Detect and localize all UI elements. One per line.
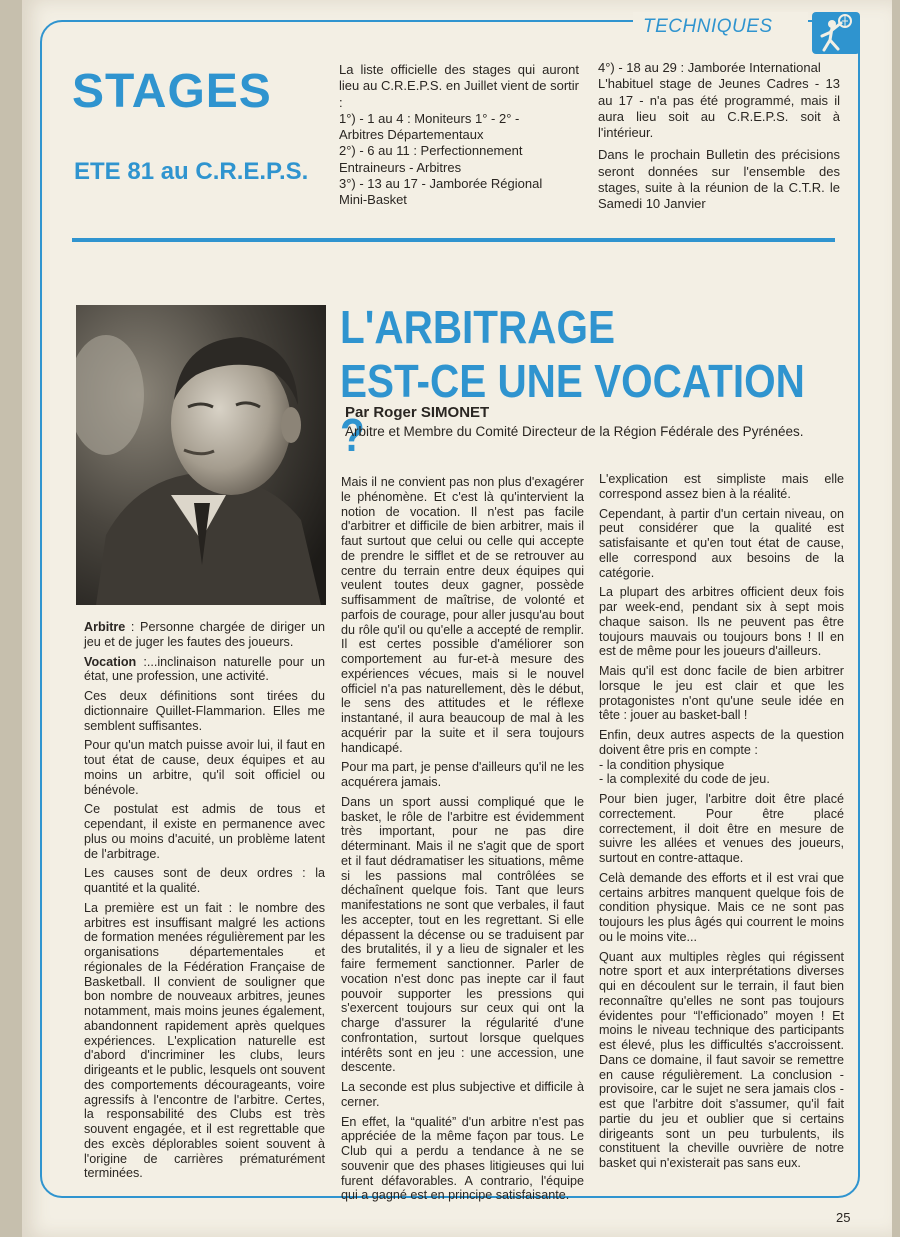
section-label: TECHNIQUES [633, 12, 808, 42]
headline-line-1: L'ARBITRAGE [340, 301, 615, 353]
author-role: Arbitre et Membre du Comité Directeur de la Région Fédérale des Pyrénées. [345, 424, 804, 439]
bullet-item: - la complexité du code de jeu. [599, 772, 770, 787]
paragraph: L'explication est simpliste mais elle correspond assez bien à la réalité. [599, 472, 844, 501]
stage-line: 2°) - 6 au 11 : Perfectionnement [339, 143, 523, 159]
definition-text: :...inclinaison naturelle pour un état, une profession, une activité. [84, 654, 325, 684]
paragraph: Celà demande des efforts et il est vrai que certains arbitres manquent quelque fois de condition physique. Mais ce ne sont pas toujours les plus âgés qui courrent le moins ou le moins vite... [599, 870, 844, 944]
stage-line: 3°) - 13 au 17 - Jamborée Régional [339, 176, 543, 192]
stages-subtitle: ETE 81 au C.R.E.P.S. [74, 158, 309, 185]
paragraph: Pour ma part, je pense d'ailleurs qu'il ne les acquérera jamais. [341, 760, 584, 789]
stage-line: Arbitres Départementaux [339, 127, 484, 143]
paragraph: La plupart des arbitres officient deux fois par week-end, pendant six à sept mois chaque saison. Ils ne peuvent pas être toujours mauvais ou toujours bons ! Il en est de même pour les joueurs d'ailleurs. [599, 585, 844, 659]
paragraph: La seconde est plus subjective et difficile à cerner. [341, 1080, 584, 1109]
paragraph: Mais il ne convient pas non plus d'exagérer le phénomène. Et c'est là qu'intervient la notion de vocation. Il n'est pas facile d'arbitrer et difficile de bien arbitrer, mais il faut surtout que celui ou celle qui accepte de prendre le sifflet et de se retrouver au centre du terrain entre deux équipes qui veulent toutes deux gagner, possède suffisamment de maîtrise, de volonté et parfois de courage, pour aller jusqu'au bout du rôle qu'il ou qu'elle a accepté de remplir. Il est certes possible d'améliorer son comportement au fur-et-à mesure des expériences vécues, mais si le nouvel officiel n'a pas naturellement, dès le début, le sens des attitudes et le réflexe instantané, il aura beaucoup de mal à les acquérir par la suite et il sera toujours handicapé. [341, 475, 584, 755]
headline-line-2: EST-CE UNE VOCATION ? [340, 355, 805, 461]
definition-arbitre [84, 620, 325, 650]
paragraph: Pour qu'un match puisse avoir lui, il faut en tout état de cause, deux équipes et au moins un arbitre, qu'il soit officiel ou bénévole. [84, 738, 325, 797]
paragraph: En effet, la “qualité” d'un arbitre n'est pas appréciée de la même façon par tous. Le Club qui a perdu a tendance à ne se souvenir que des phases litigieuses qui lui furent défavorables. A contrario, l'équipe qui a gagné est en principe satisfaisante. [341, 1114, 584, 1203]
paragraph: La première est un fait : le nombre des arbitres est insuffisant malgré les actions de formation menées régulièrement par les organisations départementales et régionales de la Fédération Française de Basketball. Il convient de souligner que bon nombre de nouveaux arbitres, jeunes notamment, mais moins jeunes également, abandonnent rapidement après quelques expériences. L'explication naturelle est d'abord d'incriminer les clubs, leurs dirigeants et le public, lesquels ont souvent des comportements décourageants, voire agressifs à l'encontre de l'arbitre. Certes, la responsabilité des Clubs est très souvent engagée, et il est regrettable que des excès déplorables soient souvent à l'origine de carrières prématurément terminées. [84, 900, 325, 1181]
term: Arbitre [84, 620, 126, 634]
stages-title: STAGES [72, 65, 272, 118]
term: Vocation [84, 654, 137, 669]
paragraph: Mais qu'il est donc facile de bien arbitrer lorsque le jeu est clair et que les protagonistes n'ont qu'une seule idée en tête : jouer au basket-ball ! [599, 664, 844, 723]
basketball-player-icon [812, 12, 860, 54]
paragraph: Quant aux multiples règles qui régissent notre sport et aux interprétations diverses qui en découlent sur le terrain, il faut bien reconnaître qu'elles ne sont pas toujours évidentes pour “l'efficionado” moyen ! Et moins le niveau technique des participants est élevé, plus les difficultés s'accroissent. Dans ce domaine, il faut savoir se remettre en cause régulièrement. La conclusion - provisoire, car le sujet ne sera jamais clos -est que l'arbitre doit s'assumer, qu'il fait partie du jeu et oublier que si certains dirigeants sont un peu turbulents, ils constituent la cheville ouvrière de notre basket qui n'existerait pas sans eux. [599, 949, 844, 1170]
stage-line: Entraineurs - Arbitres [339, 159, 462, 175]
stages-column-1 [339, 62, 579, 209]
page-number: 25 [836, 1210, 851, 1225]
definition-vocation [84, 655, 325, 685]
bullet-item: - la condition physique [599, 757, 725, 772]
article-column-1 [84, 620, 325, 1186]
paragraph: Dans un sport aussi compliqué que le basket, le rôle de l'arbitre est évidemment très important, pour ne pas dire déterminant. Mais il ne s'agit que de sport et il faut dédramatiser les situations, même si les passions mal contrôlées se déchaînent quelque fois. Tant que leurs manifestations ne sont que verbales, il faut les accepter, tout en les regrettant. Si elle dépassent la décense ou se traduisent par des brutalités, il y a lieu de signaler et les faire fermement sanctionner. Parler de vocation n'est donc pas inepte car il faut pouvoir supporter les pressions qui s'exercent toujours sur ceux qui ont la charge d'assurer la régularité d'une confrontation, surtout lorsque quelques intérêts sont en jeu : une accession, une descente. [341, 794, 584, 1075]
author-photo [76, 305, 326, 605]
article-column-3 [599, 472, 844, 1176]
stage-line: 4°) - 18 au 29 : Jamborée International [598, 60, 821, 75]
stages-paragraph: L'habituel stage de Jeunes Cadres - 13 au 17 - n'a pas été programmé, mais il aura lieu soit au C.R.E.P.S. soit à l'intérieur. [598, 76, 840, 141]
stages-column-2 [598, 60, 840, 219]
stages-intro: La liste officielle des stages qui auront lieu au C.R.E.P.S. en Juillet vient de sortir : [339, 62, 579, 110]
section-divider [72, 238, 835, 242]
byline: Par Roger SIMONET [345, 404, 490, 421]
paragraph: Ce postulat est admis de tous et cependant, il existe en permanence avec plus ou moins d'acuité, un problème latent de l'arbitrage. [84, 802, 325, 861]
paragraph: Enfin, deux autres aspects de la question doivent être pris en compte : [599, 728, 844, 757]
paragraph: Cependant, à partir d'un certain niveau, on peut considérer que la qualité est satisfaisante et qu'en tout état de cause, elle correspond aux besoins de la catégorie. [599, 506, 844, 580]
article-column-2 [341, 475, 584, 1208]
stage-line: Mini-Basket [339, 192, 407, 208]
definition-text: : Personne chargée de diriger un jeu et de juger les fautes des joueurs. [84, 620, 325, 649]
stage-line: 1°) - 1 au 4 : Moniteurs 1° - 2° - [339, 110, 520, 126]
paragraph: Les causes sont de deux ordres : la quantité et la qualité. [84, 866, 325, 895]
stages-paragraph: Dans le prochain Bulletin des précisions seront données sur l'ensemble des stages, suite à la réunion de la C.T.R. le Samedi 10 Janvier [598, 147, 840, 212]
paragraph: Pour bien juger, l'arbitre doit être placé correctement. Pour être placé correctement, il doit être en mesure de suivre les allées et venues des joueurs, surtout en contre-attaque. [599, 792, 844, 865]
paragraph: Ces deux définitions sont tirées du dictionnaire Quillet-Flammarion. Elles me semblent suffisantes. [84, 689, 325, 733]
